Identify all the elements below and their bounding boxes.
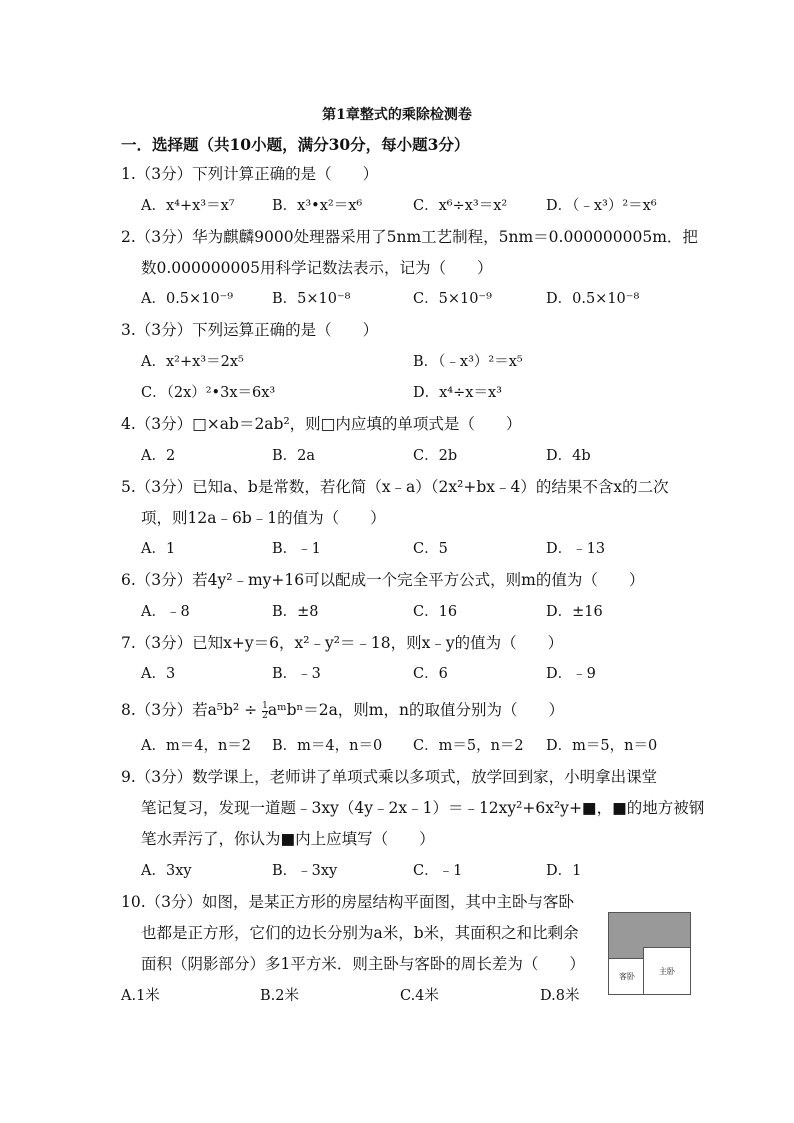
q9-option-c: C．﹣1 — [413, 863, 463, 879]
q5-option-b: B．﹣1 — [272, 541, 321, 557]
q8-option-b: B．m＝4，n＝0 — [272, 738, 383, 754]
question-5-line-2: 项，则12a﹣6b﹣1的值为（ ） — [141, 509, 386, 527]
question-9-line-3: 笔水弄污了，你认为■内上应填写（ ） — [141, 830, 435, 848]
question-2-line-1: 2.（3分）华为麒麟9000处理器采用了5nm工艺制程，5nm＝0.000000005m．把 — [121, 228, 698, 246]
q10-option-a: A.1米 — [121, 988, 160, 1004]
question-9-line-1: 9.（3分）数学课上，老师讲了单项式乘以多项式，放学回到家，小明拿出课堂 — [121, 768, 658, 786]
q2-option-d: D．0.5×10⁻⁸ — [546, 291, 640, 307]
question-2-line-2: 数0.000000005用科学记数法表示，记为（ ） — [141, 259, 493, 277]
q8-option-c: C．m＝5，n＝2 — [413, 738, 524, 754]
q10-option-c: C.4米 — [400, 988, 439, 1004]
q2-option-b: B．5×10⁻⁸ — [272, 291, 351, 307]
question-1: 1.（3分）下列计算正确的是（ ） — [121, 165, 379, 183]
question-6: 6.（3分）若4y²﹣my+16可以配成一个完全平方公式，则m的值为（ ） — [121, 571, 645, 589]
q9-option-d: D．1 — [546, 863, 582, 879]
q6-option-c: C．16 — [413, 604, 458, 620]
q8-option-a: A．m＝4，n＝2 — [141, 738, 252, 754]
q3-option-b: B．（﹣x³）²＝x⁵ — [413, 354, 523, 370]
q5-option-a: A．1 — [141, 541, 176, 557]
q5-option-d: D．﹣13 — [546, 541, 606, 557]
q8-option-d: D．m＝5，n＝0 — [546, 738, 658, 754]
q9-option-b: B．﹣3xy — [272, 863, 338, 879]
question-4: 4.（3分）□×ab＝2ab²，则□内应填的单项式是（ ） — [121, 415, 522, 433]
q1-option-c: C．x⁶÷x³＝x² — [413, 198, 508, 214]
floor-plan-figure — [608, 912, 691, 995]
q1-option-d: D．（﹣x³）²＝x⁶ — [546, 198, 657, 214]
q2-option-c: C．5×10⁻⁹ — [413, 291, 492, 307]
q4-option-a: A．2 — [141, 448, 176, 464]
q4-option-d: D．4b — [546, 448, 591, 464]
q10-option-d: D.8米 — [540, 988, 580, 1004]
q1-option-b: B．x³•x²＝x⁶ — [272, 198, 363, 214]
q8-fraction-numerator: 1 — [262, 700, 268, 711]
question-10-line-1: 10.（3分）如图，是某正方形的房屋结构平面图，其中主卧与客卧 — [121, 893, 575, 911]
question-10-line-2: 也都是正方形，它们的边长分别为a米，b米，其面积之和比剩余 — [141, 924, 579, 942]
q7-option-d: D．﹣9 — [546, 666, 596, 682]
q9-option-a: A．3xy — [141, 863, 192, 879]
master-bedroom: 主卧 — [643, 947, 690, 994]
question-3: 3.（3分）下列运算正确的是（ ） — [121, 321, 379, 339]
q2-option-a: A．0.5×10⁻⁹ — [141, 291, 234, 307]
q7-option-a: A．3 — [141, 666, 176, 682]
q8-text-part-2: aᵐbⁿ＝2a，则m，n的取值分别为（ ） — [267, 701, 564, 719]
q10-option-b: B.2米 — [260, 988, 299, 1004]
q3-option-c: C．（2x）²•3x＝6x³ — [141, 385, 276, 401]
guest-bedroom: 客卧 — [609, 958, 645, 994]
q4-option-c: C．2b — [413, 448, 458, 464]
q6-option-d: D．±16 — [546, 604, 603, 620]
section-heading: 一．选择题（共10小题，满分30分，每小题3分） — [121, 135, 470, 154]
page-title: 第1章整式的乘除检测卷 — [322, 107, 472, 123]
q3-option-d: D．x⁴÷x＝x³ — [413, 385, 502, 401]
question-7: 7.（3分）已知x+y＝6，x²﹣y²＝﹣18，则x﹣y的值为（ ） — [121, 634, 564, 652]
q6-option-a: A．﹣8 — [141, 604, 190, 620]
q8-text-part-1: 8.（3分）若a⁵b² ÷ — [121, 701, 263, 719]
question-9-line-2: 笔记复习，发现一道题﹣3xy（4y﹣2x﹣1）＝﹣12xy²+6x²y+■，■的地方被钢 — [141, 799, 705, 817]
q6-option-b: B．±8 — [272, 604, 319, 620]
q7-option-b: B．﹣3 — [272, 666, 321, 682]
question-10-line-3: 面积（阴影部分）多1平方米．则主卧与客卧的周长差为（ ） — [141, 955, 585, 973]
q8-fraction-denominator: 2 — [262, 710, 268, 721]
q4-option-b: B．2a — [272, 448, 316, 464]
q7-option-c: C．6 — [413, 666, 448, 682]
question-8 — [121, 700, 564, 721]
q1-option-a: A．x⁴+x³＝x⁷ — [141, 198, 235, 214]
question-5-line-1: 5.（3分）已知a、b是常数，若化简（x﹣a）（2x²+bx﹣4）的结果不含x的二次 — [121, 478, 669, 496]
q5-option-c: C．5 — [413, 541, 448, 557]
q3-option-a: A．x²+x³＝2x⁵ — [141, 354, 244, 370]
